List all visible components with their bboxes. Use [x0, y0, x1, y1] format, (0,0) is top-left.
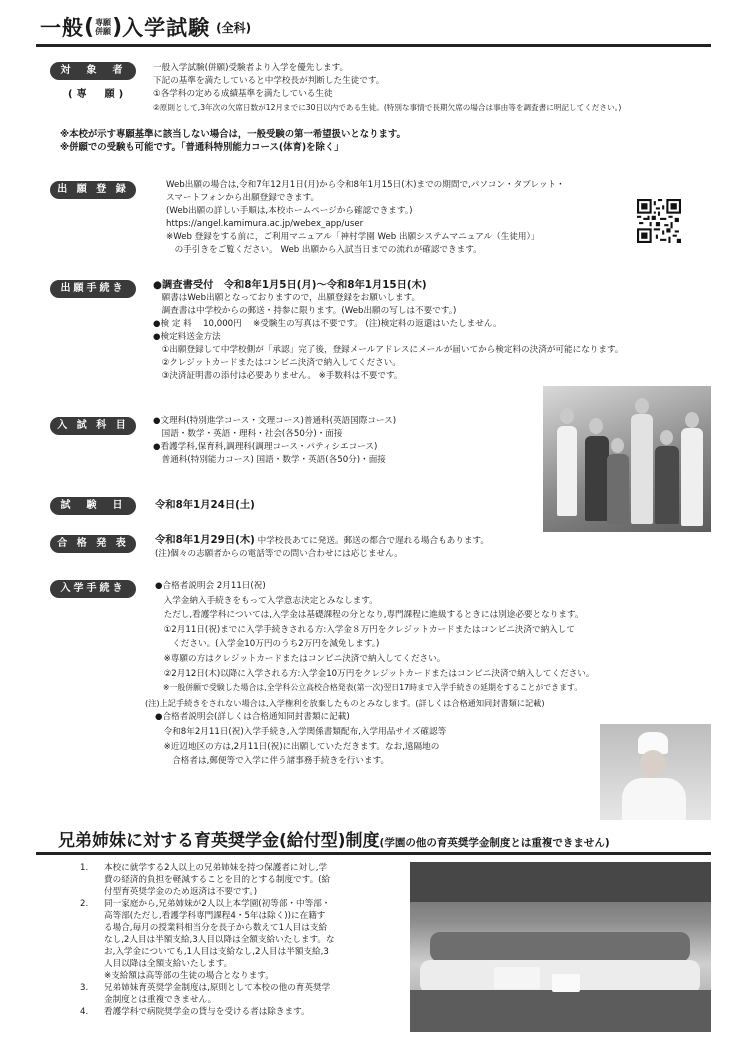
nyugaku-line: 令和8年2月11日(祝)入学手続き,入学関係書類配布,入学用品サイズ確認等 — [155, 726, 447, 737]
list-item: 4. 看護学科で病院奨学金の貸与を受ける者は除きます。 — [80, 1007, 310, 1017]
nyugaku-line: ただし,看護学科については,入学金は基礎課程の分となり,専門課程に進級するときには別途必要となります。 — [155, 610, 584, 621]
kamoku-line: 普通科(特別能力コース) 国語・数学・英語(各50分)・面接 — [153, 455, 386, 465]
shutsugan-line: (Web出願の詳しい手順は,本校ホームページから確認できます。) — [166, 206, 413, 216]
label-kamoku: 入 試 科 目 — [50, 417, 136, 435]
paren-close: ) — [112, 14, 123, 40]
list-item: 1. 本校に就学する2人以上の兄弟姉妹を持つ保護者に対し,学 費の経済的負担を軽減することを目的とする制度です。(給 付型育英奨学金のため返済は不要です。) — [80, 863, 331, 897]
label-shikenbi: 試 験 日 — [50, 497, 136, 515]
nyugaku-line: ※専願の方はクレジットカードまたはコンビニ決済で納入してください。 — [155, 653, 446, 664]
title-main: 一般 — [40, 16, 84, 40]
shutsugan-text — [166, 179, 565, 257]
label-shutsugan: 出 願 登 録 — [50, 181, 136, 199]
scholarship-rule — [36, 852, 711, 855]
web-url[interactable]: https://angel.kamimura.ac.jp/webex_app/user — [166, 219, 364, 229]
tetsuzuki-line: ●検 定 料 10,000円 ※受験生の写真は不要です。 (注)検定料の返還はいたしません。 — [153, 319, 502, 329]
shutsugan-line: ※Web 登録をする前に，ご利用マニュアル「神村学園 Web 出願システムマニュアル（生徒用）」 — [166, 232, 540, 242]
list-item: 2. 同一家庭から,兄弟姉妹が2人以上本学園(初等部・中等部・ 高等部(ただし,看護学科専門課程4・5年は除く))に在籍す る場合,毎月の授業料相当分を長子から数えて1人目は支給 なし,2人目は半額支給,3人目以降は全額支給いたします。な お,入学金についても,1人目は支給なし,2人目は半額支給,3 人目以降は全額支給いたします。 ※支給額は高等部の生徒の場合となります。 — [80, 899, 335, 981]
nyugaku-line: ①2月11日(祝)までに入学手続きされる方:入学金８万円をクレジットカードまたはコンビニ決済で納入して — [155, 624, 575, 635]
scholarship-title-main: 兄弟姉妹に対する育英奨学金(給付型)制度 — [58, 831, 380, 851]
label-nyugaku: 入学手続き — [50, 580, 136, 598]
taisho-note: ※併願での受験も可能です。「普通科特別能力コース(体育)を除く」 — [60, 142, 344, 153]
label-tetsuzuki: 出願手続き — [50, 280, 136, 298]
kamoku-line: 国語・数学・英語・理科・社会(各50分)・面接 — [153, 429, 343, 439]
tetsuzuki-line: 願書はWeb出願となっておりますので，出願登録をお願いします。 — [153, 293, 421, 303]
page-title — [40, 12, 251, 42]
shutsugan-line: Web出願の場合は,令和7年12月1日(月)から令和8年1月15日(木)までの期間で,パソコン・タブレット・ — [166, 180, 565, 190]
shutsugan-line: の手引きをご覧ください。 Web 出願から入試当日までの流れが確認できます。 — [166, 245, 482, 255]
exam-date: 令和8年1月24日(土) — [155, 499, 255, 511]
label-gokaku: 合 格 発 表 — [50, 535, 136, 553]
qr-code-icon[interactable] — [637, 199, 681, 243]
nyugaku-line: ください。(入学金10万円のうち2万円を減免します。) — [155, 639, 380, 650]
taisho-line: 一般入学試験(併願)受験者より入学を優先します。 — [153, 63, 349, 73]
paren-open: ( — [84, 14, 95, 40]
nyugaku-line: ●合格者説明会(詳しくは合格通知同封書類に記載) — [155, 712, 350, 723]
students-sports-photo — [543, 386, 711, 532]
title-exam: 入学試験 — [122, 16, 211, 40]
nyugaku-line: ※近辺地区の方は,2月11日(祝)に出願していただきます。なお,遠隔地の — [155, 741, 440, 752]
stack-top: 専願 — [95, 18, 112, 27]
sublabel-sengan: (専 願) — [68, 89, 128, 100]
result-rest: 中学校長あてに発送。郵送の都合で遅れる場合もあります。 — [257, 536, 489, 546]
group-photo — [410, 862, 711, 1032]
nyugaku-line: (注)上記手続きをされない場合は,入学権利を放棄したものとみなします。(詳しくは合格通知同封書類に記載) — [145, 697, 545, 708]
scholarship-list — [80, 862, 405, 1018]
result-date: 令和8年1月29日(木) — [155, 534, 255, 546]
taisho-notes — [60, 128, 406, 154]
label-taisho: 対 象 者 — [50, 62, 136, 80]
tetsuzuki-line: ●検定料送金方法 — [153, 332, 221, 342]
title-stack — [95, 18, 111, 36]
taisho-line: 下記の基準を満たしていると中学校長が判断した生徒です。 — [153, 76, 385, 86]
taisho-line: ①各学科の定める成績基準を満たしている生徒 — [153, 89, 333, 99]
title-sub: (全科) — [216, 20, 252, 35]
kamoku-line: ●看護学科,保育科,調理科(調理コース・パティシエコース) — [153, 442, 378, 452]
kamoku-line: ●文理科(特別進学コース・文理コース)普通科(英語国際コース) — [153, 416, 397, 426]
stack-bottom: 併願 — [95, 27, 112, 36]
gokaku-text — [155, 534, 489, 561]
scholarship-title — [58, 826, 610, 851]
shutsugan-line: スマートフォンから出願登録できます。 — [166, 193, 320, 203]
tetsuzuki-line: ●調査書受付 令和8年1月5日(月)～令和8年1月15日(木) — [153, 279, 427, 291]
chef-photo — [600, 724, 711, 820]
tetsuzuki-line: 調査書は中学校からの郵送・持参に限ります。(Web出願の写しは不要です。) — [153, 306, 457, 316]
kamoku-text — [153, 415, 396, 467]
taisho-note: ※本校が示す専願基準に該当しない場合は，一般受験の第一希望扱いとなります。 — [60, 129, 406, 140]
nyugaku-line: ②2月12日(木)以降に入学される方:入学金10万円をクレジットカードまたはコンビニ決済で納入してください。 — [155, 668, 595, 679]
taisho-text — [153, 62, 621, 114]
nyugaku-line: 合格者は,郵便等で入学に伴う諸事務手続きを行います。 — [155, 756, 390, 767]
result-note: (注)個々の志願者からの電話等での問い合わせには応じません。 — [155, 549, 403, 559]
taisho-line: ②原則として,3年次の欠席日数が12月までに30日以内である生徒。(特別な事情で長期欠席の場合は事由等を調査書に明記してください。) — [153, 103, 622, 112]
tetsuzuki-text — [153, 279, 623, 383]
nyugaku-line: ●合格者説明会 2月11日(祝) — [155, 581, 266, 591]
tetsuzuki-line: ②クレジットカードまたはコンビニ決済で納入してください。 — [153, 358, 401, 368]
tetsuzuki-line: ③決済証明書の添付は必要ありません。 ※手数料は不要です。 — [153, 371, 403, 381]
tetsuzuki-line: ①出願登録して中学校側が「承認」完了後，登録メールアドレスにメールが届いてから検定料の決済が可能になります。 — [153, 345, 624, 355]
header-rule — [36, 44, 711, 47]
scholarship-subtitle: (学園の他の育英奨学金制度とは重複できません) — [379, 837, 610, 849]
nyugaku-text — [145, 579, 595, 769]
nyugaku-line: 入学金納入手続きをもって入学意志決定とみなします。 — [155, 595, 378, 606]
list-item: 3. 兄弟姉妹育英奨学金制度は,原則として本校の他の育英奨学 金制度とは重複できません。 — [80, 983, 331, 1005]
nyugaku-line: ※一般併願で受験した場合は,全学科公立高校合格発表(第一次)翌日17時まで入学手続きの延期をすることができます。 — [155, 683, 583, 693]
